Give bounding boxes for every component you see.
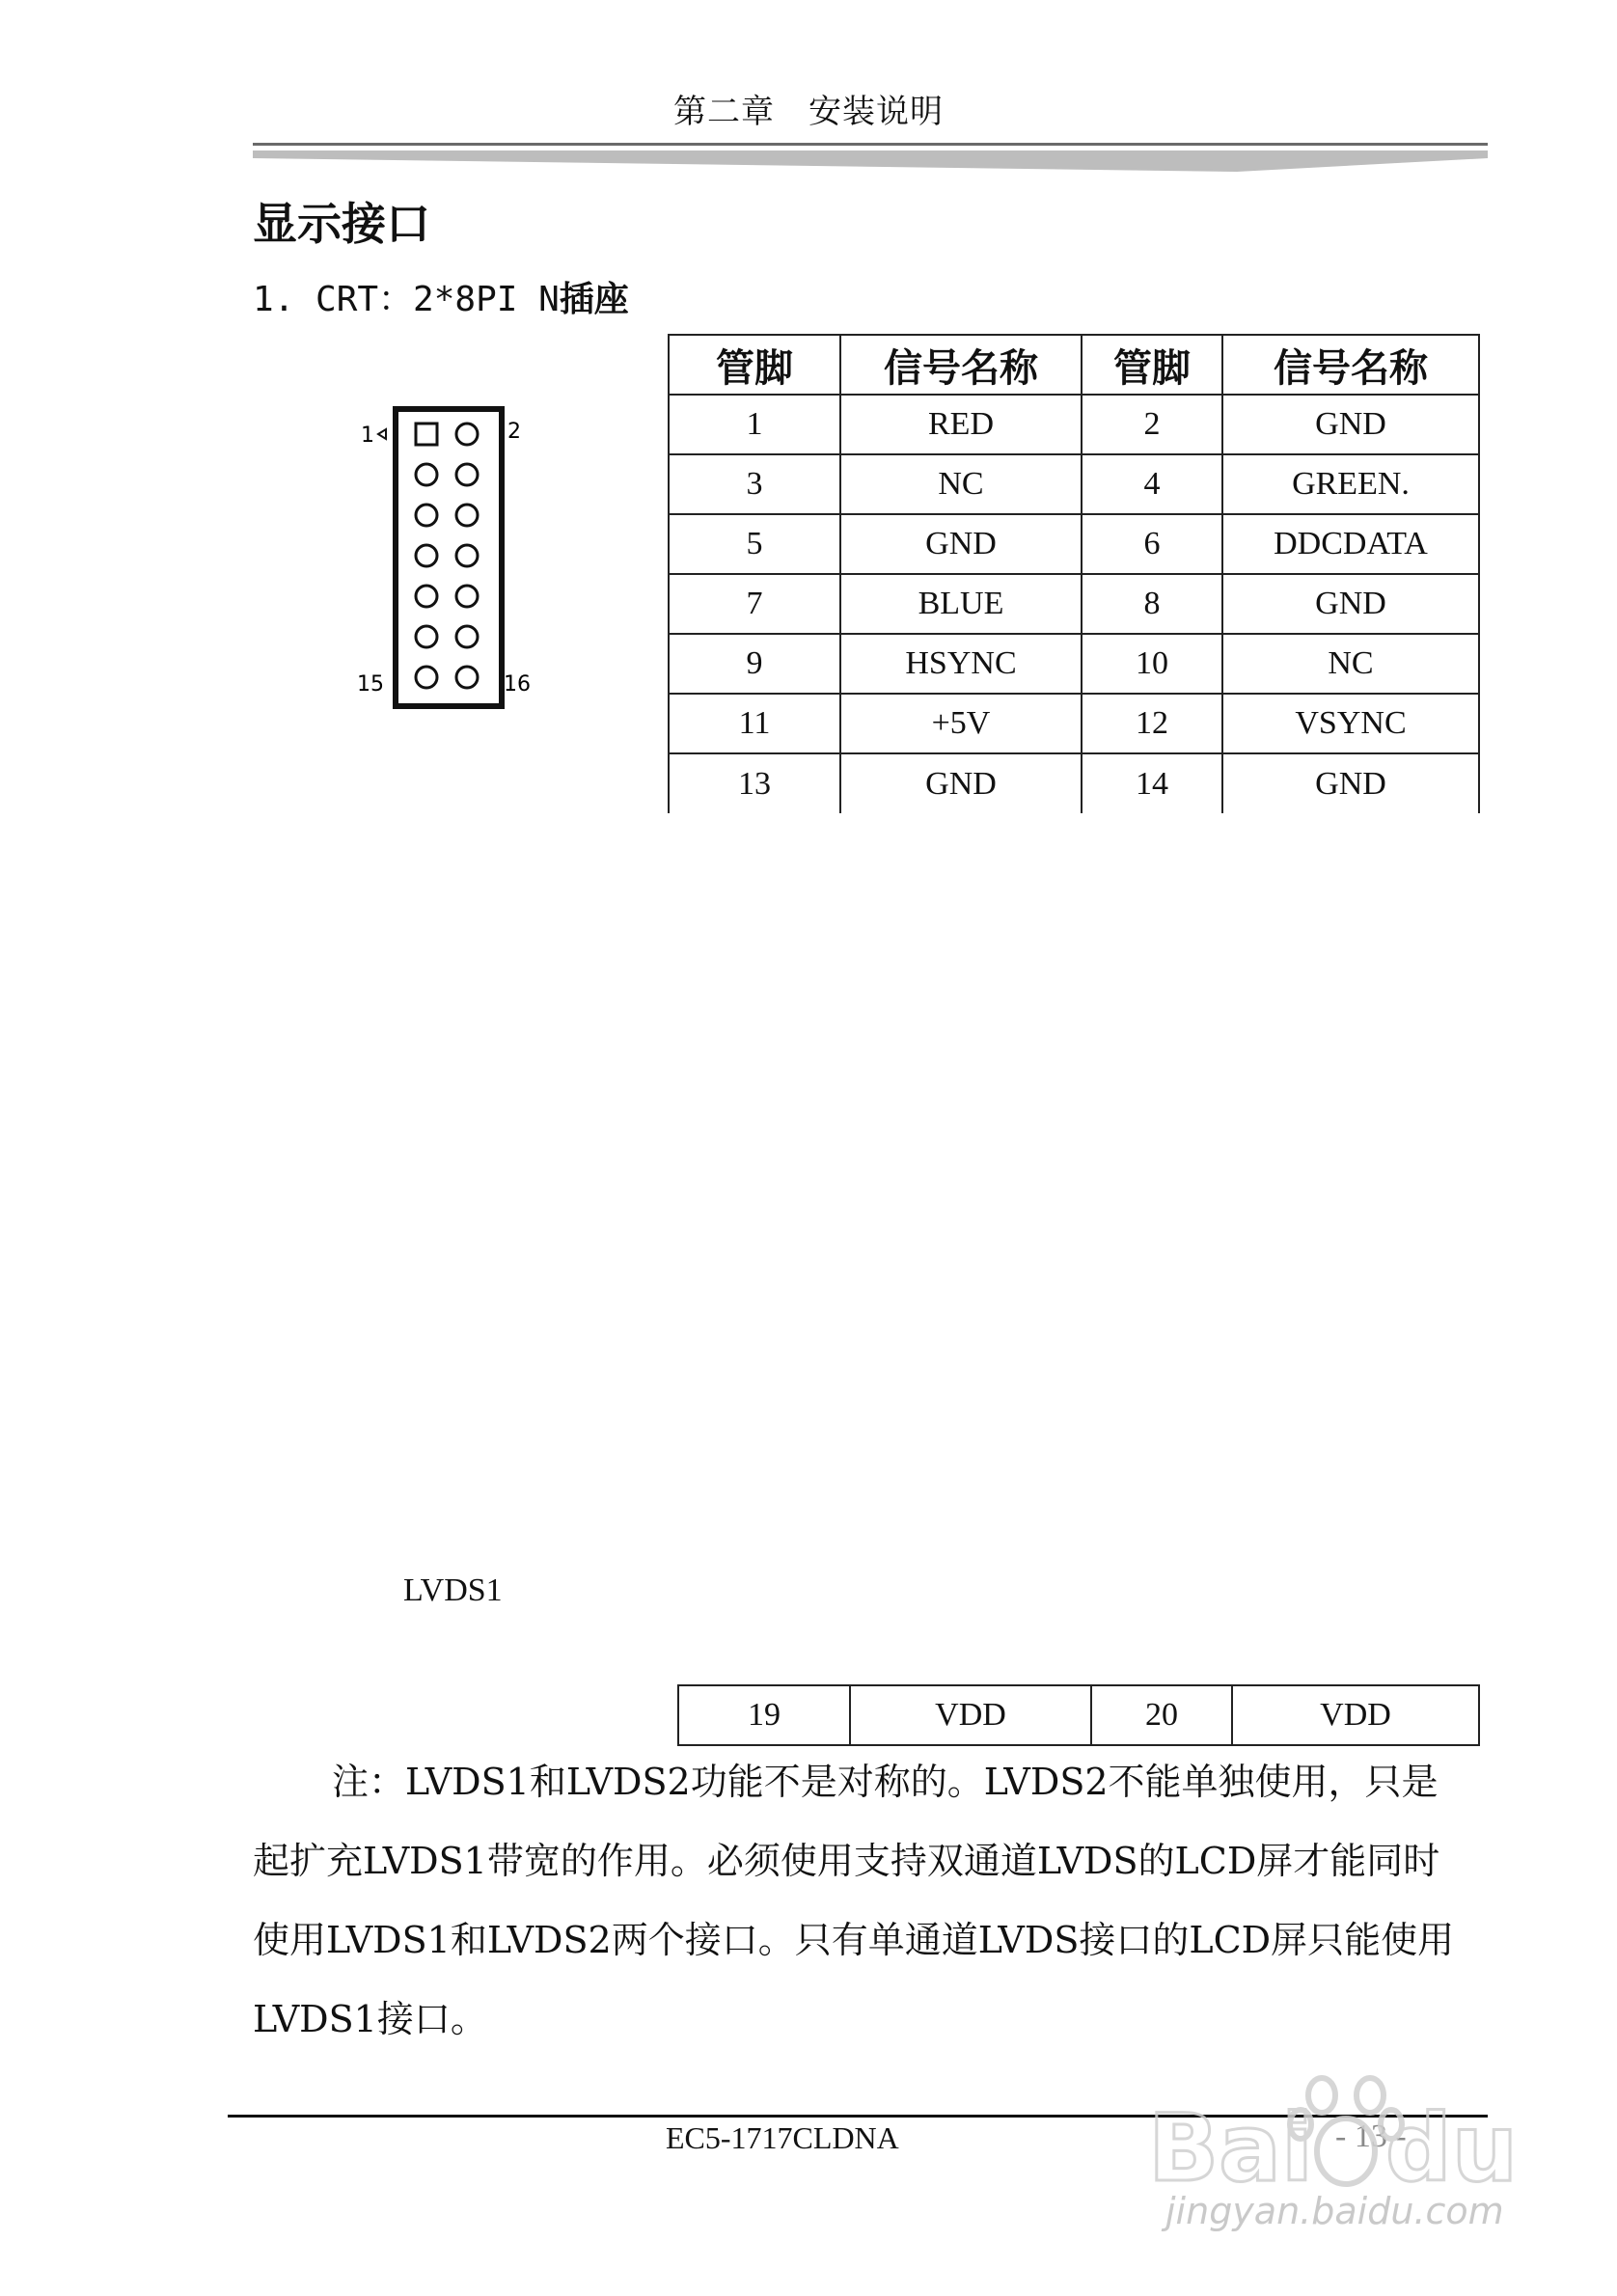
table-row: [669, 634, 1479, 694]
pin-number-cell: 13: [669, 753, 840, 813]
crt-heading: [253, 272, 629, 321]
pin-number-cell: 6: [1082, 514, 1222, 574]
signal-name-cell: NC: [1222, 634, 1479, 694]
signal-name-cell: VDD: [850, 1685, 1091, 1745]
crt-connector-diagram: [357, 403, 540, 712]
pin-number-cell: 5: [669, 514, 840, 574]
lvds-pin-table: [677, 1684, 1480, 1746]
signal-name-cell: GND: [840, 753, 1082, 813]
pin-number-cell: 4: [1082, 454, 1222, 514]
pin-circle: [456, 667, 478, 688]
pin-number-cell: 9: [669, 634, 840, 694]
table-row: [669, 574, 1479, 634]
pin-circle: [416, 667, 437, 688]
chapter-header: 第二章 安装说明: [673, 93, 944, 131]
crt-heading-prefix: 1. CRT：2*8PI N: [253, 280, 560, 319]
crt-pin-table: [668, 334, 1480, 813]
note-line-1: 注：LVDS1和LVDS2功能不是对称的。LVDS2不能单独使用，只是: [332, 1761, 1439, 1803]
pin-number-cell: 12: [1082, 694, 1222, 753]
pin-number-cell: 11: [669, 694, 840, 753]
svg-text:du: du: [1385, 2094, 1519, 2202]
pin-circle: [456, 505, 478, 526]
pin15-label: 15: [357, 672, 384, 697]
table-row: [669, 694, 1479, 753]
section-title: 显示接口: [253, 198, 430, 250]
pin-circle: [416, 545, 437, 566]
pin1-label: 1: [361, 424, 374, 448]
pin-circle: [456, 626, 478, 647]
pin-number-cell: 14: [1082, 753, 1222, 813]
signal-name-cell: BLUE: [840, 574, 1082, 634]
pin-circle: [456, 586, 478, 607]
lvds1-label: LVDS1: [403, 1572, 503, 1608]
pin-circle: [456, 545, 478, 566]
signal-name-cell: GND: [1222, 574, 1479, 634]
connector-body: [396, 409, 502, 706]
note-line-2: 起扩充LVDS1带宽的作用。必须使用支持双通道LVDS的LCD屏才能同时: [253, 1840, 1440, 1882]
table-row: [669, 753, 1479, 813]
svg-text:Bai: Bai: [1148, 2094, 1313, 2202]
signal-name-cell: RED: [840, 395, 1082, 454]
pin-grid: [416, 424, 478, 688]
pin2-label: 2: [507, 420, 521, 444]
pin-number-cell: 20: [1091, 1685, 1232, 1745]
signal-name-cell: VDD: [1232, 1685, 1479, 1745]
note-line-4: LVDS1接口。: [253, 1998, 487, 2040]
table-row: [669, 395, 1479, 454]
pin-circle: [416, 626, 437, 647]
pin-square-1: [416, 424, 437, 445]
note-line-3: 使用LVDS1和LVDS2两个接口。只有单通道LVDS接口的LCD屏只能使用: [253, 1919, 1455, 1961]
signal-name-cell: NC: [840, 454, 1082, 514]
pin1-arrow-icon: [378, 429, 386, 439]
header-rule: [253, 143, 1488, 172]
pin16-label: 16: [504, 672, 531, 697]
header-signal-2: 信号名称: [1222, 335, 1479, 395]
pin-number-cell: 10: [1082, 634, 1222, 694]
pin-circle: [456, 464, 478, 485]
signal-name-cell: GND: [840, 514, 1082, 574]
signal-name-cell: GND: [1222, 753, 1479, 813]
pin-circle: [456, 424, 478, 445]
table-row: [669, 514, 1479, 574]
pin-number-cell: 2: [1082, 395, 1222, 454]
signal-name-cell: +5V: [840, 694, 1082, 753]
pin-circle: [416, 586, 437, 607]
pin-circle: [416, 464, 437, 485]
table-row: [669, 454, 1479, 514]
page-number: - 13 -: [1335, 2118, 1407, 2154]
crt-heading-suffix: 插座: [559, 280, 629, 319]
pin-number-cell: 8: [1082, 574, 1222, 634]
pin-number-cell: 19: [678, 1685, 850, 1745]
header-pin-1: 管脚: [669, 335, 840, 395]
signal-name-cell: GND: [1222, 395, 1479, 454]
pin-circle: [416, 505, 437, 526]
footer-model: EC5-1717CLDNA: [666, 2120, 899, 2155]
pin-number-cell: 7: [669, 574, 840, 634]
pin-number-cell: 1: [669, 395, 840, 454]
signal-name-cell: HSYNC: [840, 634, 1082, 694]
pin-number-cell: 3: [669, 454, 840, 514]
table-row: [678, 1685, 1479, 1745]
watermark-site: jingyan.baidu.com: [1165, 2190, 1504, 2232]
signal-name-cell: VSYNC: [1222, 694, 1479, 753]
table-header-row: [669, 335, 1479, 395]
lvds-note: [253, 1742, 1459, 2059]
signal-name-cell: GREEN.: [1222, 454, 1479, 514]
signal-name-cell: DDCDATA: [1222, 514, 1479, 574]
header-pin-2: 管脚: [1082, 335, 1222, 395]
header-signal-1: 信号名称: [840, 335, 1082, 395]
